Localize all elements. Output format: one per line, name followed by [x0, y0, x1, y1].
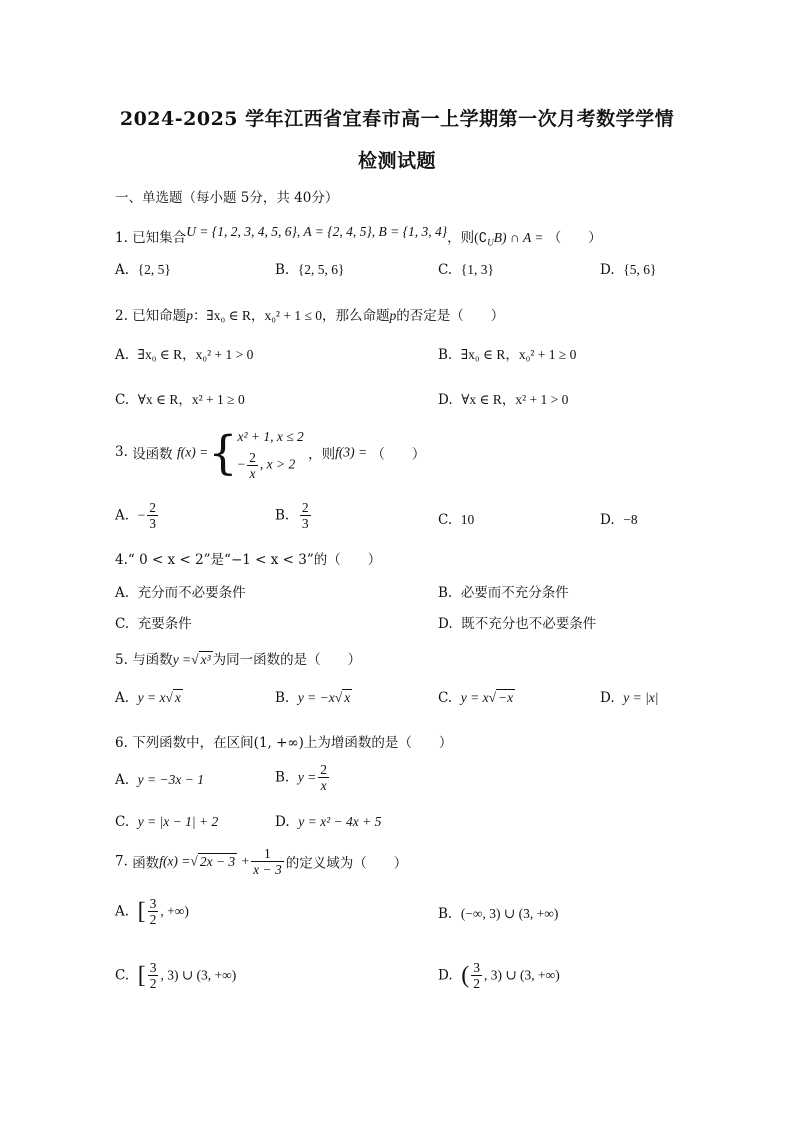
q1-option-b-label: B.	[275, 262, 290, 278]
q6-option-b-label: B.	[275, 769, 290, 786]
q3-case-2	[237, 450, 303, 481]
q1-expr-tail: B) ∩ A =	[493, 230, 544, 245]
question-5	[115, 648, 361, 668]
q5-option-d-label: D.	[600, 690, 615, 706]
q3-fx: f(x) =	[176, 444, 209, 460]
q1-prefix: 已知集合	[132, 230, 187, 246]
q3-f3: f(3) =	[335, 444, 368, 460]
q6-option-d-text: y = x² − 4x + 5	[298, 814, 382, 829]
q4-option-b-text: 必要而不充分条件	[460, 585, 569, 601]
q2-option-c-label: C.	[115, 392, 130, 408]
q1-option-b-text: {2, 5, 6}	[297, 262, 345, 277]
q5-option-b	[275, 690, 352, 706]
q2-option-a-text: ∃x₀ ∈ R，x₀² + 1 > 0	[137, 347, 254, 362]
q7-option-c-num: 3	[149, 960, 157, 975]
q6-option-b-fraction	[318, 762, 329, 793]
q5-option-a-radicand: x	[174, 690, 181, 705]
question-7	[115, 846, 407, 877]
q6-option-b-num: 2	[320, 762, 328, 777]
q7-option-a	[115, 896, 189, 927]
q3-option-a-den: 3	[149, 516, 157, 531]
q2-option-a-label: A.	[115, 347, 130, 363]
q7-option-c-label: C.	[115, 967, 130, 984]
q7-option-d-num: 3	[473, 960, 480, 975]
q5-option-b-pre: y = −x	[297, 690, 335, 705]
q2-option-b-label: B.	[438, 347, 453, 363]
q3-option-a-fraction	[147, 500, 158, 531]
q5-option-c	[438, 690, 515, 706]
q5-option-d	[600, 690, 659, 706]
q7-plus: +	[241, 853, 250, 869]
q7-option-b-label: B.	[438, 906, 453, 922]
q1-sets: U = {1, 2, 3, 4, 5, 6}, A = {2, 4, 5}, B = {1, 3, 4}	[186, 224, 448, 239]
q6-option-a	[115, 772, 204, 788]
q3-case-1: x² + 1, x ≤ 2	[237, 429, 304, 444]
q1-option-a-label: A.	[115, 262, 130, 278]
sqrt-sign-icon: √	[190, 853, 198, 869]
q2-text-b: ：∃x₀ ∈ R，x₀² + 1 ≤ 0，那么命题	[192, 308, 390, 323]
q3-option-b-label: B.	[275, 507, 290, 524]
q6-option-b-pre: y =	[297, 769, 317, 785]
question-3	[115, 424, 425, 481]
q3-option-d-text: −8	[623, 512, 638, 527]
sqrt-sign-icon: √	[488, 690, 496, 705]
q2-option-d-label: D.	[438, 392, 453, 408]
q2-text-a: 已知命题	[132, 308, 187, 324]
q5-option-c-pre: y = x	[460, 690, 489, 705]
q2-option-d	[438, 388, 568, 408]
q1-option-c-text: {1, 3}	[460, 262, 494, 277]
q5-suffix: 为同一函数的是（ ）	[212, 652, 362, 668]
q7-fraction	[251, 846, 284, 877]
q1-mid: ，则	[447, 230, 475, 246]
q5-option-a-label: A.	[115, 690, 130, 706]
q3-piecewise	[237, 424, 303, 481]
q5-number: 5.	[115, 652, 128, 668]
q6-option-c	[115, 814, 218, 830]
q3-option-c	[438, 512, 474, 528]
q1-option-d-text: {5, 6}	[623, 262, 657, 277]
q1-number: 1.	[115, 230, 128, 246]
q7-fx: f(x) =	[159, 853, 191, 869]
question-4: 4.“ 0 < x < 2”是“−1 < x < 3”的（ ）	[115, 552, 382, 568]
q5-option-c-label: C.	[438, 690, 453, 706]
q7-option-a-tail: , +∞)	[160, 903, 189, 919]
q7-option-d-fraction	[471, 960, 482, 991]
q7-option-c-open: [	[137, 962, 146, 989]
q2-option-b	[438, 343, 576, 363]
q2-number: 2.	[115, 308, 128, 324]
q3-prefix: 设函数	[132, 446, 173, 463]
q5-option-c-radicand: −x	[498, 690, 514, 705]
q3-case-2-tail: , x > 2	[259, 456, 296, 472]
q7-option-d	[438, 960, 560, 991]
q7-frac-den: x − 3	[253, 862, 282, 877]
q7-option-a-open: [	[137, 898, 146, 925]
q6-option-c-label: C.	[115, 814, 130, 830]
q4-option-b-label: B.	[438, 585, 453, 601]
q3-option-b-fraction	[300, 500, 311, 531]
q3-option-b-num: 2	[301, 500, 309, 515]
q2-option-c-text: ∀x ∈ R，x² + 1 ≥ 0	[137, 392, 245, 407]
q3-option-d-label: D.	[600, 512, 615, 528]
q1-option-c	[438, 262, 494, 278]
q1-expr-complement: (∁	[474, 230, 488, 245]
left-brace-icon: {	[208, 425, 238, 480]
sqrt-sign-icon: √	[191, 652, 199, 667]
q3-option-d	[600, 512, 638, 528]
q7-option-c-fraction	[148, 960, 159, 991]
q7-option-c	[115, 960, 236, 991]
q5-radicand: x³	[200, 652, 211, 667]
q6-option-d-label: D.	[275, 814, 290, 830]
q4-option-d-label: D.	[438, 616, 453, 632]
q2-p-2: p	[389, 308, 397, 323]
q7-option-b-text: (−∞, 3) ∪ (3, +∞)	[460, 906, 559, 921]
q6-option-d	[275, 814, 381, 830]
q1-blank: （ ）	[547, 230, 602, 246]
q6-option-a-label: A.	[115, 772, 130, 788]
q5-option-b-label: B.	[275, 690, 290, 706]
q3-case-2-den: x	[249, 466, 256, 481]
q5-option-a-pre: y = x	[137, 690, 166, 705]
q4-option-c-label: C.	[115, 616, 130, 632]
q7-number: 7.	[115, 853, 128, 870]
section-heading: 一、单选题（每小题 5分，共 40分）	[115, 190, 339, 206]
q1-option-a	[115, 262, 171, 278]
q7-option-d-tail: , 3) ∪ (3, +∞)	[483, 967, 560, 983]
q7-option-d-open: (	[461, 962, 470, 989]
q4-option-a	[115, 581, 246, 601]
q4-option-c-text: 充要条件	[137, 616, 192, 632]
q6-option-c-text: y = |x − 1| + 2	[137, 814, 219, 829]
q6-option-b-den: x	[320, 778, 327, 793]
q3-option-b	[275, 500, 313, 531]
q3-tail: ，则	[308, 446, 336, 463]
q7-option-d-label: D.	[438, 967, 453, 984]
q3-case-2-fraction	[247, 450, 258, 481]
q1-option-d	[600, 262, 656, 278]
q1-expr	[474, 230, 544, 248]
q5-option-d-text: y = |x|	[623, 690, 659, 705]
q2-option-b-text: ∃x₀ ∈ R，x₀² + 1 ≥ 0	[460, 347, 577, 362]
q1-option-a-text: {2, 5}	[137, 262, 171, 277]
q3-option-c-text: 10	[460, 512, 475, 527]
q7-option-a-num: 3	[149, 896, 157, 911]
title-line-2: 检测试题	[357, 150, 436, 172]
q3-option-a-sign: −	[137, 507, 146, 523]
q7-option-a-den: 2	[149, 912, 157, 927]
q3-option-a-label: A.	[115, 507, 130, 524]
q7-option-c-tail: , 3) ∪ (3, +∞)	[160, 967, 237, 983]
question-1	[115, 226, 602, 248]
q2-option-a	[115, 343, 253, 363]
q3-option-c-label: C.	[438, 512, 453, 528]
q6-option-b	[275, 762, 331, 793]
q7-suffix: 的定义域为（ ）	[285, 855, 408, 872]
title-line-1: 2024-2025 学年江西省宜春市高一上学期第一次月考数学学情	[119, 108, 675, 130]
q5-option-b-radicand: x	[344, 690, 351, 705]
q2-text-c: 的否定是（ ）	[396, 308, 505, 324]
q5-option-a	[115, 690, 183, 706]
q4-option-b	[438, 581, 569, 601]
question-6: 6. 下列函数中，在区间(1, +∞)上为增函数的是（ ）	[115, 735, 453, 751]
q3-case-2-num: 2	[249, 450, 256, 465]
q3-case-2-minus: −	[237, 456, 246, 472]
q7-option-d-den: 2	[473, 976, 480, 991]
q7-prefix: 函数	[132, 855, 160, 872]
q6-option-a-text: y = −3x − 1	[137, 772, 204, 787]
q7-option-b	[438, 906, 558, 922]
q7-option-a-label: A.	[115, 903, 130, 920]
q2-p: p	[186, 308, 193, 323]
q3-option-a	[115, 500, 160, 531]
q7-option-c-den: 2	[149, 976, 157, 991]
q3-blank: （ ）	[371, 446, 426, 463]
q1-option-b	[275, 262, 345, 278]
q4-option-a-text: 充分而不必要条件	[137, 585, 246, 601]
q1-option-d-label: D.	[600, 262, 615, 278]
q4-option-c	[115, 612, 192, 632]
q5-prefix: 与函数	[132, 652, 173, 668]
q2-option-d-text: ∀x ∈ R，x² + 1 > 0	[461, 392, 569, 407]
q2-option-c	[115, 388, 245, 408]
q1-expr-sub: U	[487, 237, 494, 248]
q3-number: 3.	[115, 444, 128, 460]
q4-option-d-text: 既不充分也不必要条件	[461, 616, 597, 632]
q5-y: y =	[172, 652, 192, 667]
sqrt-sign-icon: √	[334, 690, 343, 705]
q7-radicand: 2x − 3	[199, 853, 236, 869]
q3-option-a-num: 2	[149, 500, 157, 515]
q7-frac-num: 1	[251, 846, 284, 862]
q4-option-d	[438, 612, 596, 632]
q3-option-b-den: 3	[301, 516, 309, 531]
q7-option-a-fraction	[148, 896, 159, 927]
q1-option-c-label: C.	[438, 262, 453, 278]
q4-option-a-label: A.	[115, 585, 130, 601]
sqrt-sign-icon: √	[165, 690, 173, 705]
question-2	[115, 304, 504, 324]
